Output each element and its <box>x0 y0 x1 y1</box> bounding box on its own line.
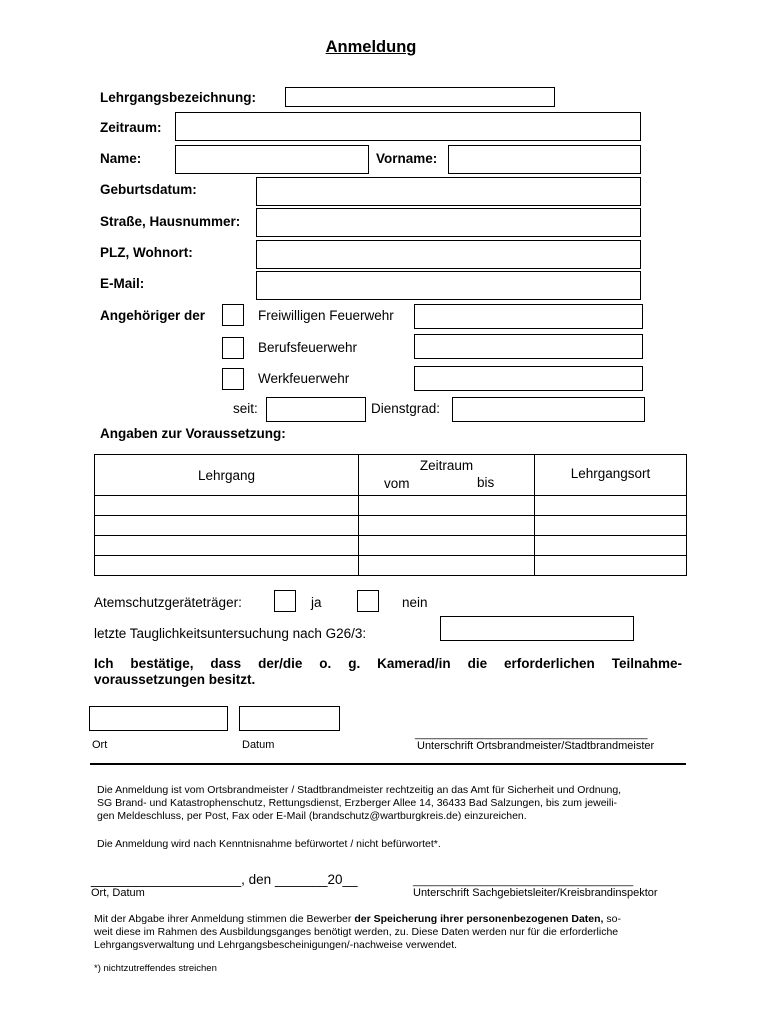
dienstgrad-field[interactable] <box>452 397 645 422</box>
plz-field[interactable] <box>256 240 641 269</box>
strasse-field[interactable] <box>256 208 641 237</box>
plz-label: PLZ, Wohnort: <box>100 245 193 260</box>
berufs-checkbox[interactable] <box>222 337 244 359</box>
ort-datum-label: Ort, Datum <box>91 887 145 899</box>
tauglichkeit-label: letzte Tauglichkeitsuntersuchung nach G26/3: <box>94 626 367 641</box>
atemschutz-nein-label: nein <box>402 595 428 610</box>
datum-field[interactable] <box>239 706 340 731</box>
voraussetzung-heading: Angaben zur Voraussetzung: <box>100 426 286 441</box>
geburtsdatum-label: Geburtsdatum: <box>100 182 197 197</box>
zeitraum-field[interactable] <box>175 112 641 141</box>
col-ort-label: Lehrgangsort <box>570 466 651 481</box>
signature1-line: ______________________________________ <box>415 728 648 740</box>
vorname-label: Vorname: <box>376 151 438 166</box>
bestaetigung-line1: Ich bestätige, dass der/die o. g. Kamerad/in die erforderlichen Teilnahme- <box>94 656 682 671</box>
atemschutz-ja-label: ja <box>311 595 322 610</box>
col-bis-label: bis <box>477 475 495 490</box>
berufs-label: Berufsfeuerwehr <box>258 340 358 355</box>
datenschutz-line1 <box>94 912 621 926</box>
ort-label: Ort <box>92 739 108 751</box>
email-field[interactable] <box>256 271 641 300</box>
werk-field[interactable] <box>414 366 643 391</box>
freiwillige-label: Freiwilligen Feuerwehr <box>258 308 394 323</box>
datenschutz-line2: weit diese im Rahmen des Ausbildungsganges benötigt werden, zu. Diese Daten werden nur für die erforderliche <box>94 926 619 938</box>
signature1-label: Unterschrift Ortsbrandmeister/Stadtbrandmeister <box>417 740 655 752</box>
datenschutz-part1: Mit der Abgabe ihrer Anmeldung stimmen die Bewerber <box>94 913 355 925</box>
name-label: Name: <box>100 151 142 166</box>
ort-field[interactable] <box>89 706 228 731</box>
tauglichkeit-field[interactable] <box>440 616 634 641</box>
datenschutz-bold: der Speicherung ihrer personenbezogenen Daten, <box>354 913 604 925</box>
col-zeitraum-label: Zeitraum <box>419 458 474 473</box>
lehrgangsbezeichnung-field[interactable] <box>285 87 555 107</box>
befuerwortet-text: Die Anmeldung wird nach Kenntnisnahme befürwortet / nicht befürwortet*. <box>97 838 441 850</box>
atemschutz-ja-checkbox[interactable] <box>274 590 296 612</box>
voraussetzung-table <box>94 454 687 576</box>
atemschutz-label: Atemschutzgeräteträger: <box>94 595 242 610</box>
dienstgrad-label: Dienstgrad: <box>371 401 441 416</box>
berufs-field[interactable] <box>414 334 643 359</box>
freiwillige-checkbox[interactable] <box>222 304 244 326</box>
info-line3: gen Meldeschluss, per Post, Fax oder E-Mail (brandschutz@wartburgkreis.de) einzureichen. <box>97 810 527 822</box>
werk-checkbox[interactable] <box>222 368 244 390</box>
col-zeitraum-header <box>359 455 535 496</box>
werk-label: Werkfeuerwehr <box>258 371 350 386</box>
datenschutz-line3: Lehrgangsverwaltung und Lehrgangsbescheinigungen/-nachweise verwendet. <box>94 939 458 951</box>
email-label: E-Mail: <box>100 276 145 291</box>
table-row[interactable] <box>95 536 687 556</box>
seit-field[interactable] <box>266 397 366 422</box>
col-ort-header <box>535 455 687 496</box>
strasse-label: Straße, Hausnummer: <box>100 214 241 229</box>
table-row[interactable] <box>95 516 687 536</box>
geburtsdatum-field[interactable] <box>256 177 641 206</box>
footnote: *) nichtzutreffendes streichen <box>94 963 217 974</box>
bestaetigung-line2: voraussetzungen besitzt. <box>94 672 256 687</box>
col-lehrgang-header <box>95 455 359 496</box>
zeitraum-label: Zeitraum: <box>100 120 162 135</box>
vorname-field[interactable] <box>448 145 641 174</box>
section-divider <box>90 763 686 765</box>
name-field[interactable] <box>175 145 369 174</box>
col-lehrgang-label: Lehrgang <box>197 467 256 483</box>
lehrgangsbezeichnung-label: Lehrgangsbezeichnung: <box>100 90 257 105</box>
seit-label: seit: <box>233 401 258 416</box>
datum-label: Datum <box>242 739 275 751</box>
angehoeriger-label: Angehöriger der <box>100 308 206 323</box>
signature2-line: ____________________________________ <box>413 875 634 887</box>
freiwillige-field[interactable] <box>414 304 643 329</box>
date-line: ____________________, den _______20__ <box>91 872 358 887</box>
info-line2: SG Brand- und Katastrophenschutz, Rettungsdienst, Erzberger Allee 14, 36433 Bad Salzungen, bis zum jeweili- <box>97 797 618 809</box>
table-row[interactable] <box>95 556 687 576</box>
table-row[interactable] <box>95 496 687 516</box>
atemschutz-nein-checkbox[interactable] <box>357 590 379 612</box>
datenschutz-part2: so- <box>603 913 621 925</box>
col-vom-label: vom <box>384 476 410 491</box>
page-title: Anmeldung <box>325 38 417 56</box>
signature2-label: Unterschrift Sachgebietsleiter/Kreisbrandinspektor <box>413 887 658 899</box>
info-line1: Die Anmeldung ist vom Ortsbrandmeister / Stadtbrandmeister rechtzeitig an das Amt für Sicherheit und Ordnung, <box>97 784 622 796</box>
